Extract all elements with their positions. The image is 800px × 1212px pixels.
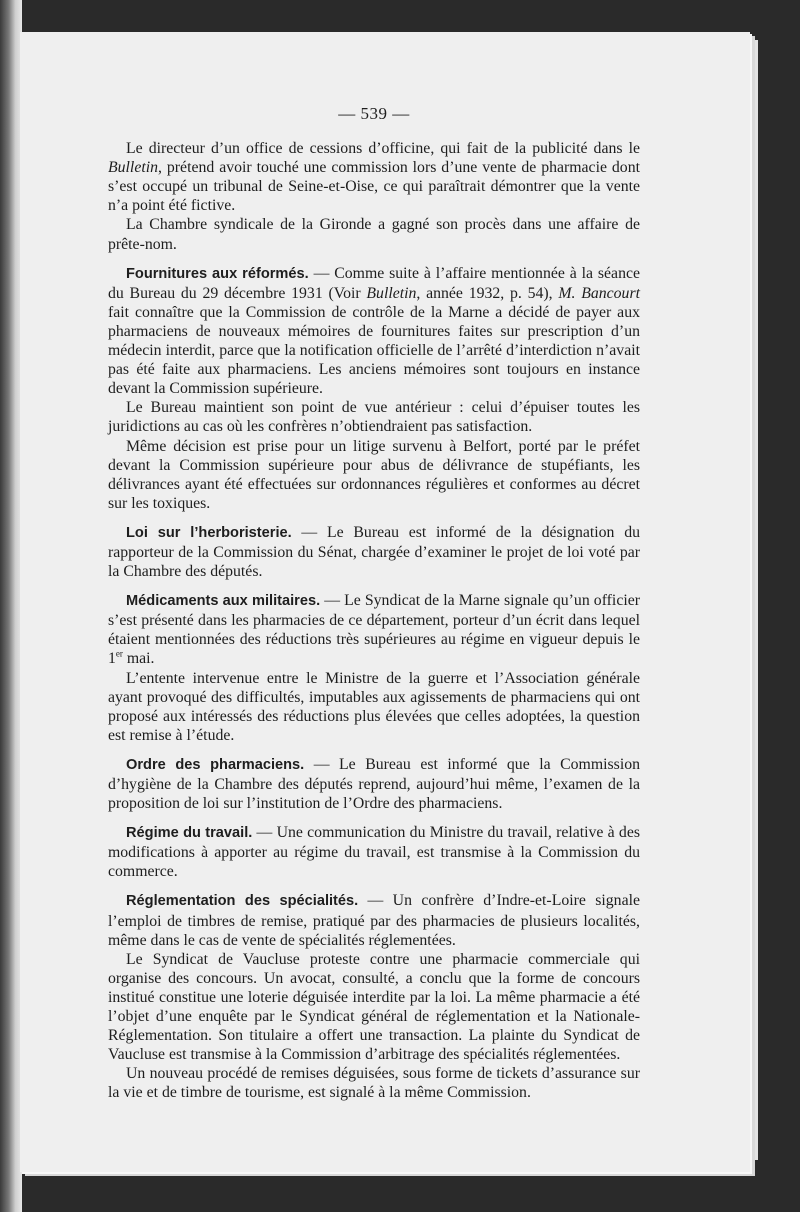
- section-heading: Fournitures aux réformés.: [126, 265, 309, 282]
- paragraph-text: — Le Syndicat de la Marne signale qu’un officier s’est présenté dans les pharmacies de ce département, porteur d’un écrit dans lequel étaient mentionnées des réductions très supérieures au régime en vigueur depuis le 1: [108, 592, 640, 668]
- paragraph-text: L’entente intervenue entre le Ministre de la guerre et l’Association générale ayant provoqué des difficultés, imputables aux agissements de pharmaciens qui ont proposé aux intéressés des réductions plus élevées que celles adoptées, la question est remise à l’étude.: [108, 669, 640, 744]
- paragraph-text: — Une communication du Ministre du travail, relative à des modifications à apporter au régime du travail, est transmise à la Commission du commerce.: [108, 824, 640, 881]
- paragraph-text: , année 1932, p. 54),: [416, 284, 559, 302]
- paragraph: [108, 139, 640, 215]
- paragraph: [108, 950, 640, 1065]
- section-heading: Loi sur l’herboristerie.: [126, 524, 292, 541]
- paragraph-text: Le Bureau maintient son point de vue antérieur : celui d’épuiser toutes les juridictions au cas où les confrères n’obtiendraient pas satisfaction.: [108, 399, 640, 436]
- page-text: [108, 104, 640, 1103]
- paragraph-text: — Un confrère d’Indre-et-Loire signale l’emploi de timbres de remise, pratiqué par des pharmacies de plusieurs localités, même dans le cas de vente de spécialités réglementées.: [108, 892, 640, 949]
- book-binding-edge: [0, 0, 22, 1212]
- italic-text: Bulletin: [108, 159, 159, 177]
- paragraph: [108, 1064, 640, 1102]
- paragraph: [108, 437, 640, 513]
- paragraph: [108, 755, 640, 813]
- paragraphs: [108, 139, 640, 1102]
- section-heading: Ordre des pharmaciens.: [126, 756, 305, 773]
- section-heading: Médicaments aux militaires.: [126, 593, 321, 610]
- paragraph-text: — Comme suite à l’affaire mentionnée à la séance du Bureau du 29 décembre 1931 (Voir: [108, 264, 640, 302]
- paragraph-text: mai.: [122, 650, 155, 668]
- paragraph-text: La Chambre syndicale de la Gironde a gagné son procès dans une affaire de prête-nom.: [108, 216, 640, 253]
- superscript-text: er: [115, 649, 123, 660]
- paragraph: [108, 669, 640, 745]
- paragraph-text: Même décision est prise pour un litige survenu à Belfort, porté par le préfet devant la Commission supérieure pour abus de délivrance de stupéfiants, les délivrances ayant été effectuées sur ordonnances régulières et conformes au décret sur les toxiques.: [108, 437, 640, 512]
- paragraph: [108, 264, 640, 399]
- italic-text: M. Bancourt: [558, 284, 640, 302]
- page-number: — 539 —: [338, 104, 410, 123]
- section-heading: Réglementation des spécialités.: [126, 893, 359, 910]
- paragraph-text: fait connaître que la Commission de contrôle de la Marne a décidé de payer aux pharmaciens de nouveaux mémoires de fournitures faites sur prescription d’un médecin interdit, parce que la notification officielle de l’arrêté d’interdiction n’avait pas été faite aux pharmaciens. Les anciens mémoires sont toujours en instance devant la Commission supérieure.: [108, 303, 640, 398]
- paragraph-text: , prétend avoir touché une commission lors d’une vente de pharmacie dont s’est occupé un tribunal de Seine-et-Oise, ce qui paraîtrait démontrer que la vente n’a point été fictive.: [108, 159, 640, 215]
- paragraph-text: Le Syndicat de Vaucluse proteste contre une pharmacie commerciale qui organise des concours. Un avocat, consulté, a conclu que la forme de concours institué constitue une loterie déguisée interdite par la loi. La même pharmacie a été l’objet d’une enquête par le Syndicat général de réglementation et la Nationale-Réglementation. Son titulaire a offert une transaction. La plainte du Syndicat de Vaucluse est transmise à la Commission d’arbitrage des spécialités réglementées.: [108, 950, 640, 1064]
- paragraph: [108, 591, 640, 668]
- section-heading: Régime du travail.: [126, 825, 253, 842]
- paragraph: [108, 523, 640, 581]
- paragraph-text: — Le Bureau est informé de la désignation du rapporteur de la Commission du Sénat, chargée d’examiner le projet de loi voté par la Chambre des députés.: [108, 523, 640, 581]
- paragraph: [108, 823, 640, 881]
- paragraph: [108, 215, 640, 253]
- italic-text: Bulletin: [366, 284, 417, 302]
- paragraph-text: Le directeur d’un office de cessions d’officine, qui fait de la publicité dans le: [126, 140, 640, 158]
- paragraph-text: Un nouveau procédé de remises déguisées, sous forme de tickets d’assurance sur la vie et de timbre de tourisme, est signalé à la même Commission.: [108, 1065, 640, 1102]
- paragraph-text: — Le Bureau est informé que la Commission d’hygiène de la Chambre des députés reprend, aujourd’hui même, l’examen de la proposition de loi sur l’institution de l’Ordre des pharmaciens.: [108, 755, 641, 813]
- paragraph: [108, 891, 640, 949]
- paragraph: [108, 398, 640, 436]
